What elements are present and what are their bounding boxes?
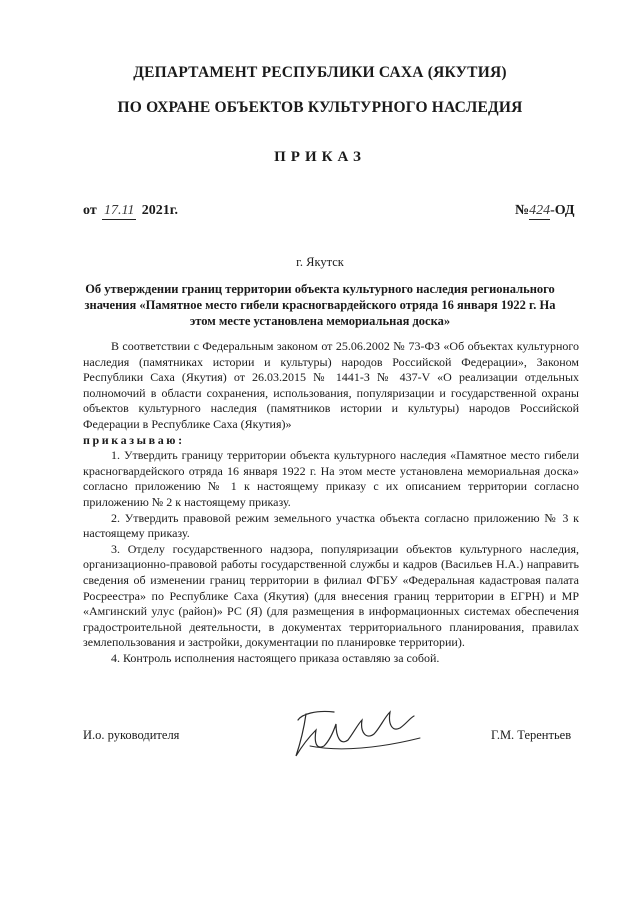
date-prefix: от [83,203,97,218]
order-body [83,339,579,666]
date-handwritten: 17.11 [103,203,135,218]
signatory-position: И.о. руководителя [83,728,180,742]
order-subject: Об утверждении границ территории объекта культурного наследия регионального значения «Памятное место гибели красногвардейского отряда 16 января 1922 г. На этом месте установлена мемориальная доска» [84,282,556,328]
order-item-3: 3. Отделу государственного надзора, популяризации объектов культурного наследия, организационно-правовой работы государственной службы и кадров (Васильев Н.А.) направить сведения об изменении границ территории в филиал ФГБУ «Федеральная кадастровая палата Росреестра» по Республике Саха (Якутия) (для внесения границ территории в ЕГРН) и МР «Амгинский улус (район)» РС (Я) (для размещения в информационных системах обеспечения градостроительной деятельности, в документах территориального планирования, правилах землепользования и застройки, документации по планировке территории). [83,541,579,650]
order-title: ПРИКАЗ [274,149,366,165]
number-handwritten: 424 [529,203,551,218]
signature-image [280,700,430,762]
department-name-line1: ДЕПАРТАМЕНТ РЕСПУБЛИКИ САХА (ЯКУТИЯ) [133,64,507,81]
department-name-line2: ПО ОХРАНЕ ОБЪЕКТОВ КУЛЬТУРНОГО НАСЛЕДИЯ [117,99,523,116]
order-item-2: 2. Утвердить правовой режим земельного участка объекта согласно приложению № 3 к настоящему приказу. [83,510,579,541]
number-prefix: № [515,203,530,218]
preamble: В соответствии с Федеральным законом от 25.06.2002 № 73-ФЗ «Об объектах культурного наследия (памятниках истории и культуры) народов Российской Федерации», Законом Республики Саха (Якутия) от 26.03.2015 № 1441-З № 437-V «О реализации отдельных полномочий в области сохранения, использования, популяризации и государственной охраны объектов культурного наследия (памятников истории и культуры) народов Российской Федерации в Республике Саха (Якутия)» [83,339,579,431]
date-year: 2021г. [141,203,178,218]
order-number [515,203,575,220]
signatory-name: Г.М. Терентьев [491,728,572,742]
number-suffix: -ОД [550,203,575,218]
city: г. Якутск [296,255,344,269]
decree-word: приказываю: [83,432,185,447]
order-date [83,203,178,220]
order-item-4: 4. Контроль исполнения настоящего приказа оставляю за собой. [111,650,440,665]
order-item-1: 1. Утвердить границу территории объекта культурного наследия «Памятное место гибели красногвардейского отряда 16 января 1922 г. На этом месте установлена мемориальная доска» согласно приложению № 1 к настоящему приказу с их описанием территории согласно приложению № 2 к настоящему приказу. [83,448,579,509]
